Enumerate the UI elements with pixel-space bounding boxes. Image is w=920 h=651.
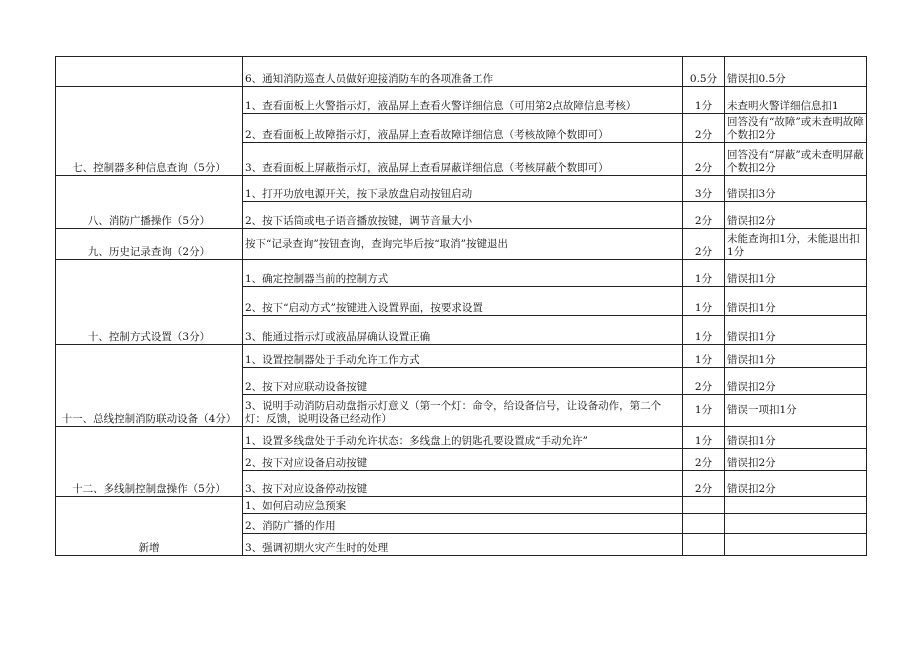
item-cell: 2、查看面板上故障指示灯，液晶屏上查看故障详细信息（考核故障个数即可） [243, 114, 683, 143]
criterion-cell [725, 534, 867, 556]
criterion-cell: 错误扣2分 [725, 202, 867, 229]
item-cell: 1、设置控制器处于手动允许工作方式 [243, 345, 683, 368]
points-cell [683, 497, 725, 514]
points-cell: 2分 [683, 471, 725, 497]
criterion-cell: 错误扣1分 [725, 316, 867, 345]
item-cell: 1、如何启动应急预案 [243, 497, 683, 514]
criterion-cell: 错误扣2分 [725, 368, 867, 395]
points-cell: 0.5分 [683, 57, 725, 87]
item-cell: 3、强调初期火灾产生时的处理 [243, 534, 683, 556]
criterion-cell: 错误扣1分 [725, 260, 867, 287]
item-cell: 按下“记录查询”按钮查询，查询完毕后按“取消”按键退出 [243, 229, 683, 260]
section-cell: 九、历史记录查询（2分） [56, 229, 243, 260]
item-cell: 2、按下对应联动设备按键 [243, 368, 683, 395]
table-row [56, 260, 867, 287]
item-cell: 2、按下话筒或电子语音播放按键，调节音量大小 [243, 202, 683, 229]
points-cell: 2分 [683, 229, 725, 260]
points-cell: 1分 [683, 316, 725, 345]
item-cell: 1、确定控制器当前的控制方式 [243, 260, 683, 287]
points-cell: 2分 [683, 449, 725, 471]
criterion-cell: 错误扣1分 [725, 287, 867, 316]
section-cell: 十二、多线制控制盘操作（5分） [56, 427, 243, 497]
item-cell: 1、设置多线盘处于手动允许状态：多线盘上的钥匙孔要设置成“手动允许” [243, 427, 683, 449]
section-cell: 七、控制器多种信息查询（5分） [56, 87, 243, 176]
points-cell: 2分 [683, 143, 725, 176]
criterion-cell: 错误扣0.5分 [725, 57, 867, 87]
table-row [56, 176, 867, 202]
criterion-cell [725, 514, 867, 534]
criterion-cell: 回答没有“故障”或未查明故障个数扣2分 [725, 114, 867, 143]
item-cell: 3、能通过指示灯或液晶屏确认设置正确 [243, 316, 683, 345]
item-cell: 2、消防广播的作用 [243, 514, 683, 534]
item-cell: 2、按下对应设备启动按键 [243, 449, 683, 471]
points-cell: 2分 [683, 202, 725, 229]
criterion-cell: 错误扣1分 [725, 427, 867, 449]
criterion-cell: 未能查询扣1分，未能退出扣1分 [725, 229, 867, 260]
table-row [56, 345, 867, 368]
item-cell: 2、按下“启动方式”按键进入设置界面，按要求设置 [243, 287, 683, 316]
points-cell [683, 534, 725, 556]
item-cell: 3、查看面板上屏蔽指示灯，液晶屏上查看屏蔽详细信息（考核屏蔽个数即可） [243, 143, 683, 176]
points-cell [683, 514, 725, 534]
item-cell: 1、查看面板上火警指示灯，液晶屏上查看火警详细信息（可用第2点故障信息考核） [243, 87, 683, 114]
criterion-cell: 错误扣2分 [725, 471, 867, 497]
table-row [56, 57, 867, 87]
criterion-cell: 回答没有“屏蔽”或未查明屏蔽个数扣2分 [725, 143, 867, 176]
criterion-cell: 未查明火警详细信息扣1 [725, 87, 867, 114]
points-cell: 1分 [683, 287, 725, 316]
points-cell: 1分 [683, 395, 725, 427]
table-row [56, 497, 867, 514]
section-cell [56, 57, 243, 87]
scoring-table [55, 56, 867, 556]
points-cell: 1分 [683, 87, 725, 114]
table-row [56, 87, 867, 114]
criterion-cell: 错误一项扣1分 [725, 395, 867, 427]
item-cell: 3、说明手动消防启动盘指示灯意义（第一个灯：命令，给设备信号，让设备动作，第二个灯：反馈，说明设备已经动作） [243, 395, 683, 427]
points-cell: 2分 [683, 368, 725, 395]
item-cell: 6、通知消防巡查人员做好迎接消防车的各项准备工作 [243, 57, 683, 87]
item-cell: 1、打开功放电源开关，按下录放盘启动按钮启动 [243, 176, 683, 202]
item-cell: 3、按下对应设备停动按键 [243, 471, 683, 497]
section-cell: 八、消防广播操作（5分） [56, 176, 243, 229]
points-cell: 1分 [683, 260, 725, 287]
criterion-cell: 错误扣3分 [725, 176, 867, 202]
criterion-cell [725, 497, 867, 514]
points-cell: 1分 [683, 427, 725, 449]
points-cell: 1分 [683, 345, 725, 368]
section-cell: 十、控制方式设置（3分） [56, 260, 243, 345]
criterion-cell: 错误扣2分 [725, 449, 867, 471]
section-cell: 新增 [56, 497, 243, 556]
table-row [56, 427, 867, 449]
section-cell: 十一、总线控制消防联动设备（4分） [56, 345, 243, 427]
points-cell: 3分 [683, 176, 725, 202]
criterion-cell: 错误扣1分 [725, 345, 867, 368]
table-row [56, 229, 867, 260]
points-cell: 2分 [683, 114, 725, 143]
